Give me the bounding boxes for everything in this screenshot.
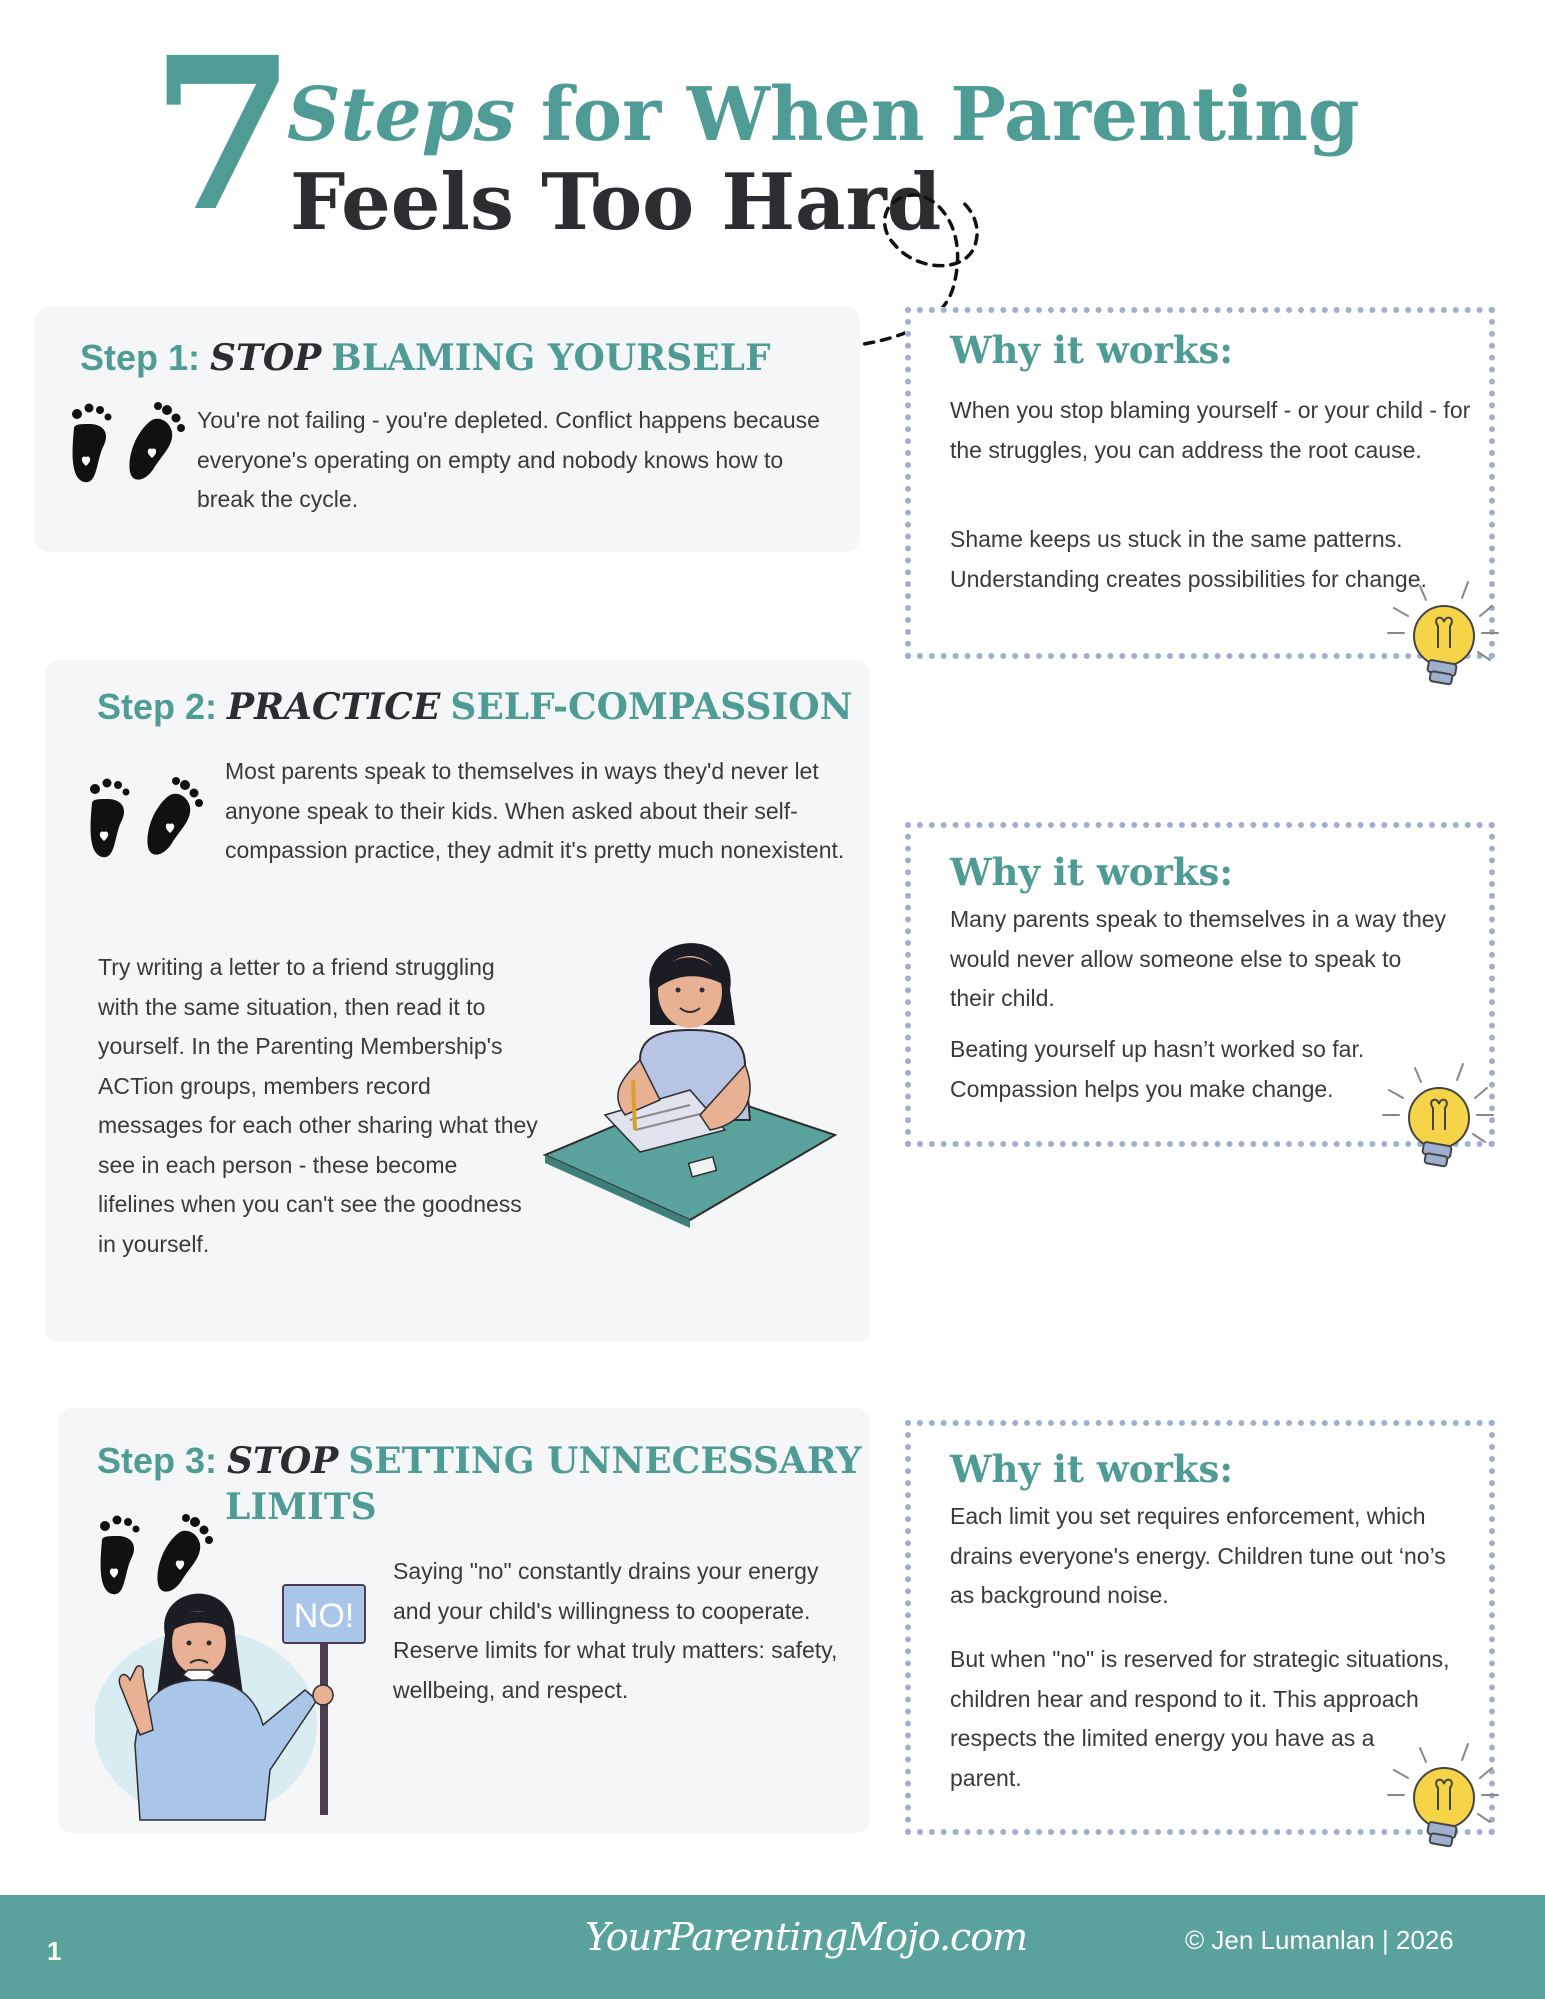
step-2-heading <box>97 686 853 728</box>
step-3-heading-line-2 <box>225 1486 377 1528</box>
title-line-1-rest: for When Parenting <box>515 72 1360 158</box>
step-2-text: Most parents speak to themselves in ways they'd never let anyone speak to their kids. When asked about their self-compassion practice, they admit it's pretty much nonexistent. <box>225 758 845 863</box>
why-2-text-2: Beating yourself up hasn’t worked so far. Compassion helps you make change. <box>950 1036 1365 1102</box>
step-3-title: SETTING UNNECESSARY <box>348 1440 862 1482</box>
title-number: 7 <box>150 11 291 258</box>
why-2-text-1: Many parents speak to themselves in a way they would never allow someone else to speak to their child. <box>950 906 1447 1011</box>
title-steps-word: Steps <box>287 72 516 158</box>
page-number: 1 <box>47 1936 62 1966</box>
lightbulb-icon <box>1380 1740 1505 1860</box>
lightbulb-icon <box>1375 1060 1500 1180</box>
no-sign-text: NO! <box>293 1597 355 1635</box>
step-3-text: Saying "no" constantly drains your energy and your child's willingness to cooperate. Reserve limits for what truly matters: safety, wellbeing, and respect. <box>393 1558 838 1703</box>
step-2-label: Step 2: <box>97 686 218 727</box>
footprints-icon <box>80 775 205 860</box>
title-line-1 <box>287 70 1360 160</box>
why-1-text-1: When you stop blaming yourself - or your child - for the struggles, you can address the root cause. <box>950 397 1471 463</box>
why-1-title: Why it works: <box>950 328 1234 372</box>
step-3-label: Step 3: <box>97 1440 218 1481</box>
step-1-text: You're not failing - you're depleted. Conflict happens because everyone's operating on empty and nobody knows how to break the cycle. <box>197 407 820 512</box>
step-2-text-2: Try writing a letter to a friend struggling with the same situation, then read it to yourself. In the Parenting Membership's ACTion groups, members record messages for each other sharing what they see in each person - these become lifelines when you can't see the goodness in yourself. <box>98 954 538 1257</box>
why-1-text-2: Shame keeps us stuck in the same patterns. Understanding creates possibilities for change. <box>950 526 1427 592</box>
why-3-title: Why it works: <box>950 1447 1234 1491</box>
step-1-heading <box>80 337 771 379</box>
why-3-text-1: Each limit you set requires enforcement, which drains everyone's energy. Children tune out ‘no’s as background noise. <box>950 1503 1446 1608</box>
writing-girl-illustration <box>540 930 840 1230</box>
step-3-verb: STOP <box>227 1440 339 1482</box>
step-3-heading <box>97 1440 861 1482</box>
step-1-verb: STOP <box>210 337 322 379</box>
why-2-title: Why it works: <box>950 850 1234 894</box>
copyright: © Jen Lumanlan | 2026 <box>1185 1925 1454 1955</box>
brand-logo: YourParentingMojo.com <box>585 1915 1028 1959</box>
step-1-label: Step 1: <box>80 337 201 378</box>
step-1-title: BLAMING YOURSELF <box>331 337 771 379</box>
lightbulb-icon <box>1380 578 1505 698</box>
step-2-verb: PRACTICE <box>227 686 441 728</box>
why-3-text-2: But when "no" is reserved for strategic situations, children hear and respond to it. This approach respects the limited energy you have as a parent. <box>950 1646 1450 1791</box>
step-2-title: SELF-COMPASSION <box>450 686 853 728</box>
footprints-icon <box>62 400 187 485</box>
no-sign-woman-illustration <box>95 1575 385 1825</box>
step-3-title-2: LIMITS <box>225 1486 377 1528</box>
title-line-2: Feels Too Hard <box>290 157 942 248</box>
